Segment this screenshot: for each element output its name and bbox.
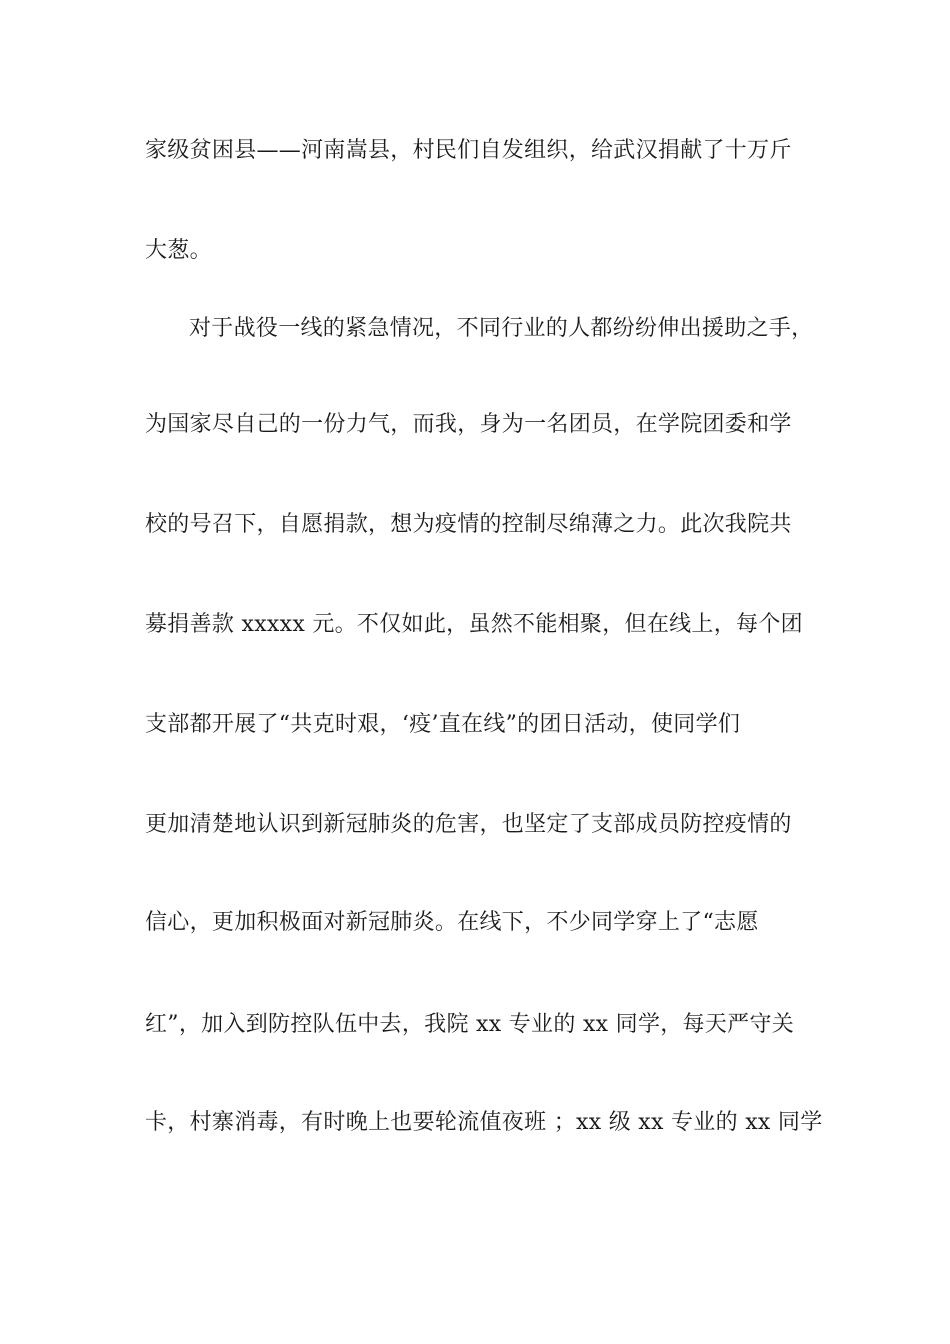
text-line: 家级贫困县——河南嵩县，村民们自发组织，给武汉捐献了十万斤: [145, 138, 792, 163]
text-line: 卡，村寨消毒，有时晚上也要轮流值夜班 ；xx 级 xx 专业的 xx 同学: [145, 1110, 823, 1135]
text-line: 红”，加入到防控队伍中去，我院 xx 专业的 xx 同学，每天严守关: [145, 1012, 795, 1037]
text-line: 校的号召下，自愿捐款，想为疫情的控制尽绵薄之力。此次我院共: [145, 512, 792, 537]
text-line: 更加清楚地认识到新冠肺炎的危害，也坚定了支部成员防控疫情的: [145, 812, 792, 837]
text-line: 为国家尽自己的一份力气，而我，身为一名团员，在学院团委和学: [145, 412, 792, 437]
text-line: 募捐善款 xxxxx 元。不仅如此，虽然不能相聚，但在线上，每个团: [145, 612, 803, 637]
text-line: 大葱。: [145, 238, 212, 263]
text-line: 信心，更加积极面对新冠肺炎。在线下，不少同学穿上了“志愿: [145, 910, 759, 935]
text-line: 支部都开展了“共克时艰，‘疫’直在线”的团日活动，使同学们: [145, 712, 741, 737]
paragraph-first-line: 对于战役一线的紧急情况，不同行业的人都纷纷伸出援助之手，: [189, 316, 814, 341]
